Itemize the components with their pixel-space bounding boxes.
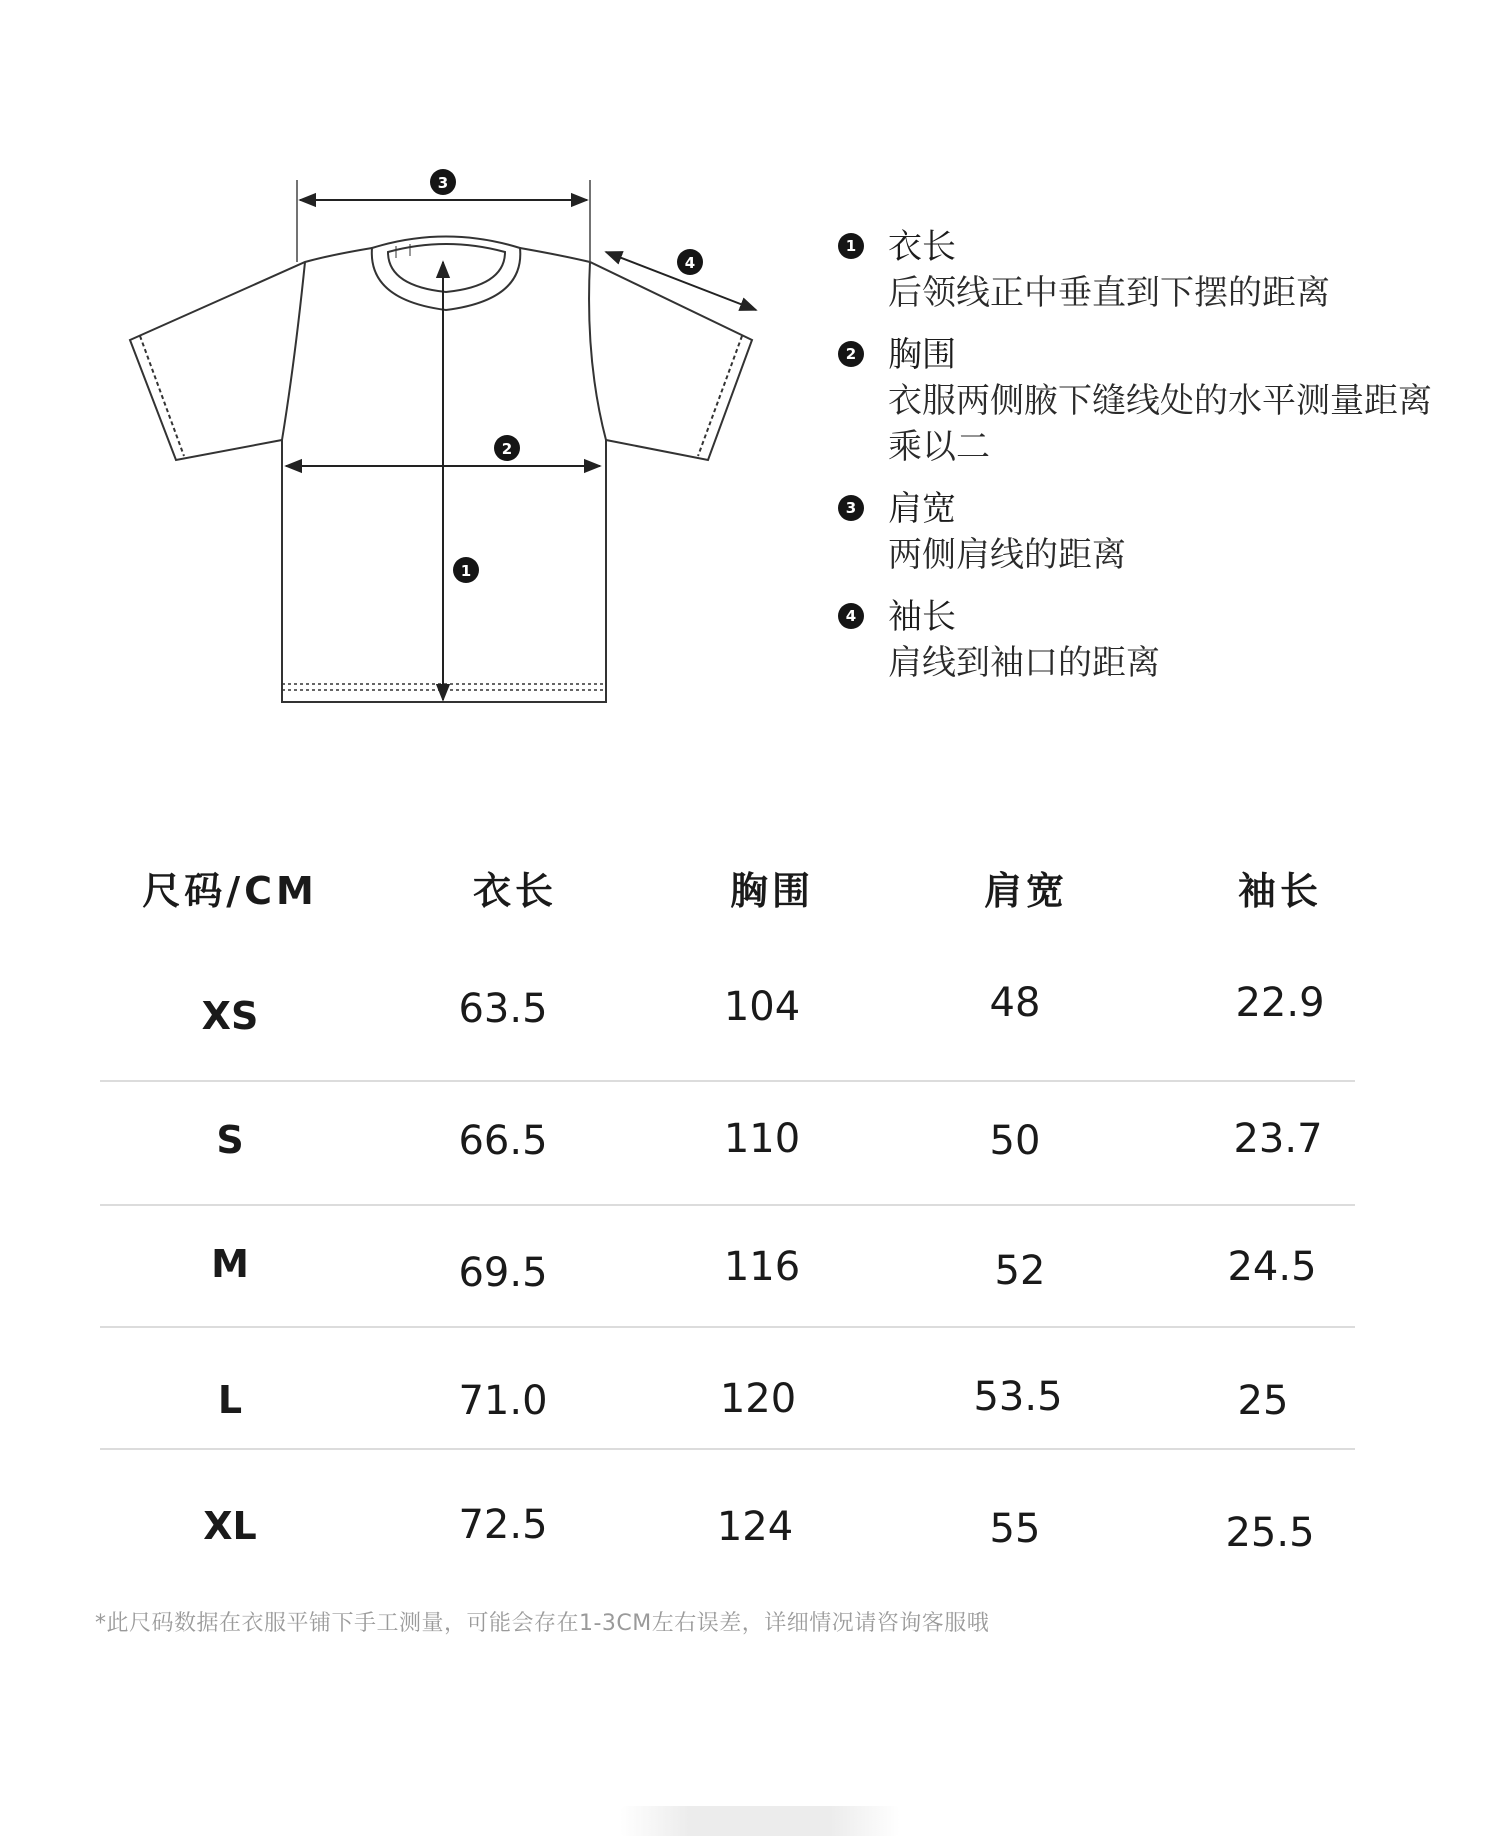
cell-sleeve: 25.5 (1225, 1510, 1315, 1556)
marker-3 (430, 169, 456, 195)
svg-text:2: 2 (501, 440, 513, 458)
legend-description: 乘以二 (888, 427, 990, 467)
legend-title: 衣长 (888, 227, 956, 267)
legend-number: 2 (838, 341, 864, 367)
svg-text:1: 1 (460, 562, 472, 580)
header-sleeve: 袖长 (1237, 869, 1322, 913)
cell-sleeve: 22.9 (1235, 980, 1325, 1026)
svg-text:4: 4 (684, 254, 696, 272)
header-chest: 胸围 (729, 869, 814, 913)
legend-description: 衣服两侧腋下缝线处的水平测量距离 (888, 381, 1432, 421)
header-shoulder: 肩宽 (983, 869, 1068, 913)
cell-chest: 120 (719, 1376, 797, 1422)
cell-shoulder: 53.5 (973, 1374, 1063, 1420)
legend-item-chest (838, 332, 1478, 470)
table-row (100, 1436, 1355, 1558)
table-row (100, 946, 1355, 1070)
tshirt-outline (130, 237, 752, 703)
marker-1 (453, 557, 479, 583)
cell-length: 63.5 (458, 986, 548, 1032)
cell-sleeve: 24.5 (1227, 1244, 1317, 1290)
legend-title: 胸围 (888, 335, 956, 375)
cell-length: 66.5 (458, 1118, 548, 1164)
cell-sleeve: 25 (1237, 1378, 1289, 1424)
cell-length: 69.5 (458, 1250, 548, 1296)
cell-size: XS (201, 994, 259, 1038)
cell-chest: 116 (723, 1244, 801, 1290)
cell-shoulder: 52 (994, 1248, 1046, 1294)
cell-shoulder: 50 (989, 1118, 1041, 1164)
measurement-footnote: *此尺码数据在衣服平铺下手工测量，可能会存在1-3CM左右误差，详细情况请咨询客服哦 (95, 1611, 990, 1636)
tshirt-measurement-diagram (100, 150, 800, 740)
cell-shoulder: 55 (989, 1506, 1041, 1552)
table-row (100, 1192, 1355, 1314)
cell-size: S (216, 1118, 244, 1162)
size-table (100, 860, 1355, 1558)
svg-text:3: 3 (437, 174, 449, 192)
legend-item-sleeve (838, 594, 1478, 686)
header-size: 尺码/CM (142, 869, 318, 913)
legend-description: 肩线到袖口的距离 (888, 643, 1160, 683)
cell-chest: 124 (716, 1504, 794, 1550)
cell-size: L (217, 1378, 243, 1422)
legend-item-length (838, 224, 1478, 316)
legend-title: 袖长 (888, 597, 956, 637)
cell-size: M (211, 1242, 249, 1286)
marker-2 (494, 435, 520, 461)
cell-sleeve: 23.7 (1233, 1116, 1323, 1162)
cell-shoulder: 48 (989, 980, 1041, 1026)
table-row (100, 1314, 1355, 1436)
cell-chest: 104 (723, 984, 801, 1030)
cell-length: 72.5 (458, 1502, 548, 1548)
table-header (100, 860, 1355, 946)
cell-chest: 110 (723, 1116, 801, 1162)
legend-number: 4 (838, 603, 864, 629)
legend-title: 肩宽 (888, 489, 956, 529)
measurement-legend (838, 224, 1478, 702)
header-length: 衣长 (472, 869, 557, 913)
legend-number: 1 (838, 233, 864, 259)
legend-description: 两侧肩线的距离 (888, 535, 1126, 575)
marker-4 (677, 249, 703, 275)
cell-size: XL (203, 1504, 257, 1548)
cell-length: 71.0 (458, 1378, 548, 1424)
blurred-watermark (620, 1806, 900, 1836)
legend-item-shoulder (838, 486, 1478, 578)
legend-description: 后领线正中垂直到下摆的距离 (888, 273, 1330, 313)
table-row (100, 1070, 1355, 1192)
legend-number: 3 (838, 495, 864, 521)
